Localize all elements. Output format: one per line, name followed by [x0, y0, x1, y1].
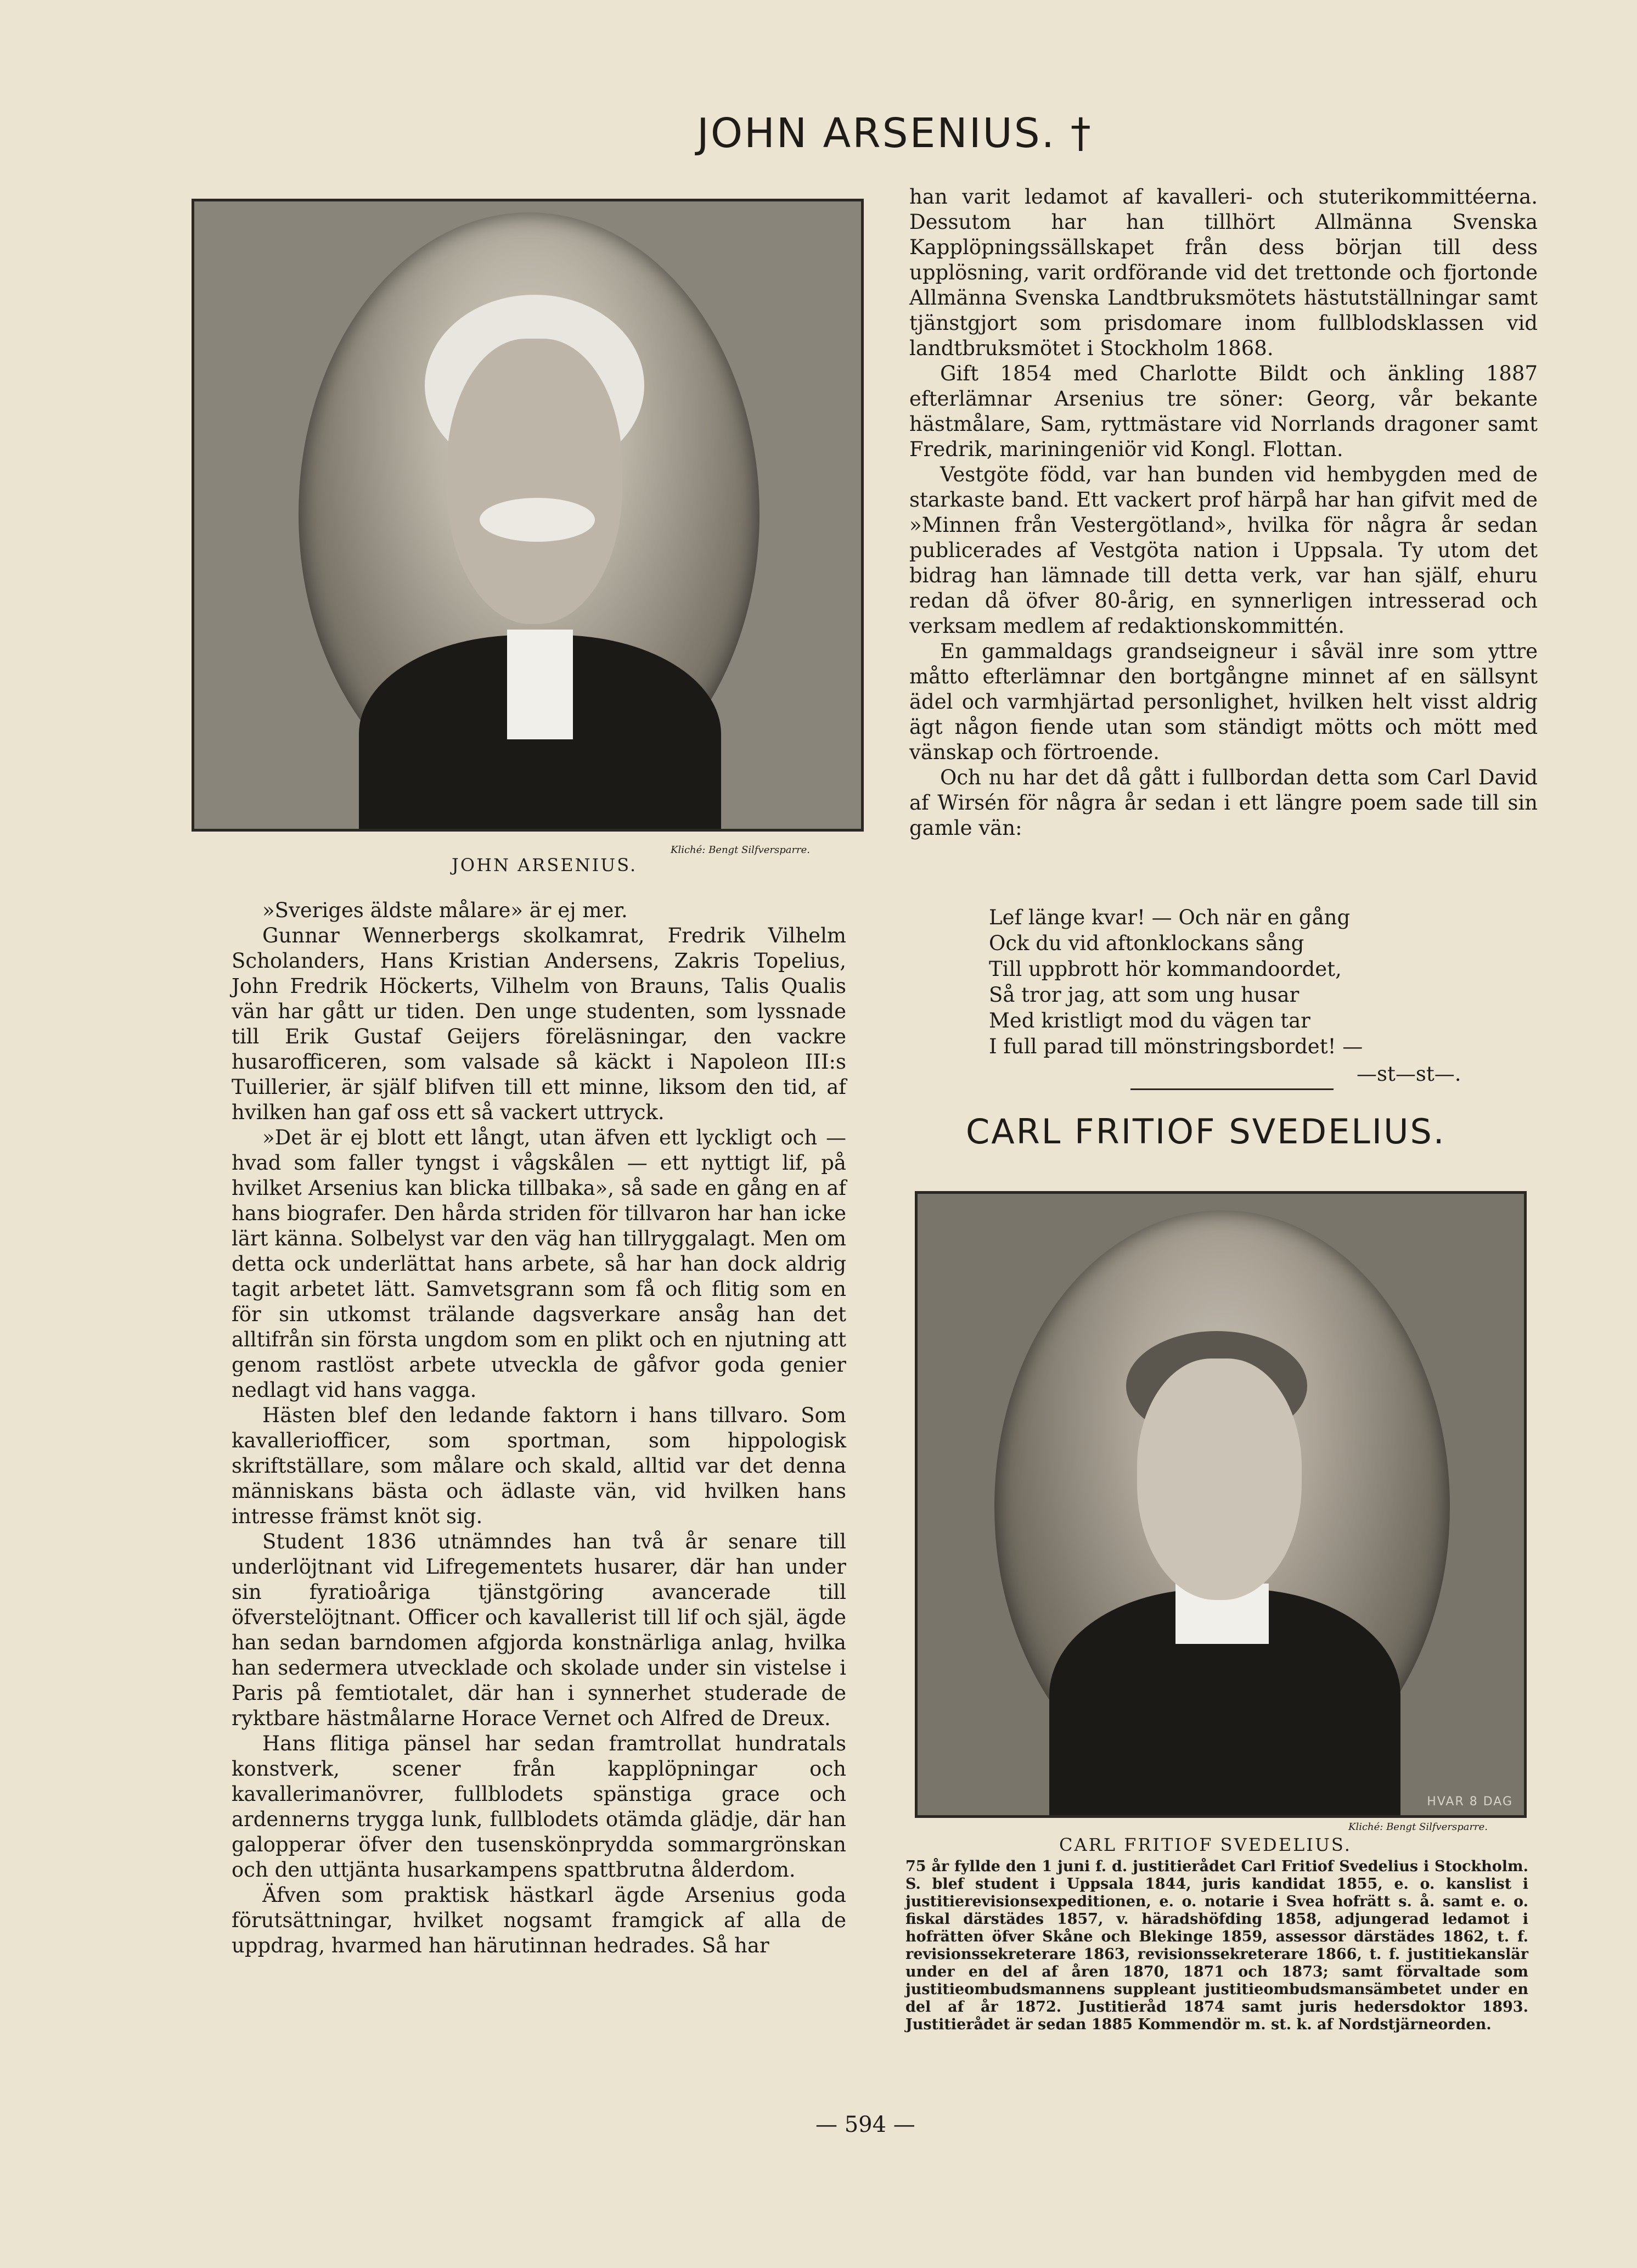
right-column: [909, 184, 1538, 841]
paragraph-4: Hästen blef den ledande faktorn i hans tillvaro. Som kavalleriofficer, som sportman, som hippologisk skriftställare, som målare och skald, alltid var det denna människans bästa och ädlaste vän, vid hvilken hans intresse främst knöt sig.: [232, 1404, 846, 1528]
poem-line: Till uppbrott hör kommandoordet,: [989, 957, 1342, 981]
poem-line: Så tror jag, att som ung husar: [989, 983, 1300, 1007]
section-divider: [1130, 1088, 1334, 1090]
paragraph-2: Gunnar Wennerbergs skolkamrat, Fredrik Vilhelm Scholanders, Hans Kristian Andersens, Zakris Topelius, John Fredrik Höckerts, Vilhelm von Brauns, Talis Qualis vän har gått ur tiden. Den unge studenten, som lyssnade till Erik Gustaf Geijers föreläsningar, den vackre husarofficeren, som valsade så käckt i Napoleon III:s Tuillerier, är själf blifven till ett minne, liksom den tid, af hvilken han gaf oss ett så vackert uttryck.: [232, 924, 846, 1124]
portrait-svedelius: [915, 1191, 1527, 1818]
paragraph-5: Student 1836 utnämndes han två år senare till underlöjtnant vid Lifregementets husarer, där han under sin fyratioåriga tjänstgöring avancerade till öfverstelöjtnant. Officer och kavallerist till lif och själ, ägde han sedan barndomen afgjorda konstnärliga anlag, hvilka han sedermera utvecklade och skolade under sin vistelse i Paris på femtiotalet, där han i synnerhet studerade de ryktbare hästmålarne Horace Vernet och Alfred de Dreux.: [232, 1530, 846, 1730]
portrait-face: [447, 339, 622, 624]
page-number: — 594 —: [815, 2112, 915, 2137]
right-paragraph-2: Gift 1854 med Charlotte Bildt och änkling 1887 efterlämnar Arsenius tre söner: Georg, vår bekante hästmålare, Sam, ryttmästare vid Norrlands dragoner samt Fredrik, mariningeniör vid Kongl. Flottan.: [909, 362, 1538, 461]
right-paragraph-5: Och nu har det då gått i fullbordan detta som Carl David af Wirsén för några år sedan i ett längre poem sade till sin gamle vän:: [909, 766, 1538, 840]
paragraph-7: Äfven som praktisk hästkarl ägde Arsenius goda förutsättningar, hvilket nogsamt framgick af alla de uppdrag, hvarmed han härutinnan hedrades. Så har: [232, 1883, 846, 1957]
poem-line: Med kristligt mod du vägen tar: [989, 1009, 1310, 1032]
page-title: JOHN ARSENIUS. †: [697, 110, 1093, 157]
paragraph-1: »Sveriges äldste målare» är ej mer.: [262, 899, 628, 922]
signature: —st—st—.: [1357, 1062, 1461, 1086]
portrait1-credit: Kliché: Bengt Silfversparre.: [671, 844, 811, 856]
poem-line: Lef länge kvar! — Och när en gång: [989, 906, 1351, 929]
portrait2-caption: CARL FRITIOF SVEDELIUS.: [1059, 1834, 1352, 1855]
paragraph-6: Hans flitiga pänsel har sedan framtrollat hundratals konstverk, scener från kapplöpningar och kavallerimanövrer, fullblodets spänstiga grace och ardennerns trygga lunk, fullblodets otämda glädje, där han galopperar öfver den tusenskönprydda sommargrönskan och den uttjänta husarkampens spattbrutna ålderdom.: [232, 1732, 846, 1882]
poem: [989, 905, 1363, 1059]
paragraph-3: »Det är ej blott ett långt, utan äfven ett lyckligt och — hvad som faller tyngst i vågskålen — ett nyttigt lif, på hvilket Arsenius kan blicka tillbaka», så sade en gång en af hans biografer. Den hårda striden för tillvaron har han icke lärt känna. Solbelyst var den väg han tillryggalagt. Men om detta ock underlättat hans arbete, så har han dock aldrig tagit arbetet lätt. Samvetsgrann som få och flitig som en för sin utkomst trälande dagsverkare ansåg han det alltifrån sin första ungdom som en plikt och en njutning att genom rastlöst arbete utveckla de gåfvor goda genier nedlagt vid hans vagga.: [232, 1126, 846, 1402]
right-paragraph-1: han varit ledamot af kavalleri- och stuterikommittéerna. Dessutom har han tillhört Allmänna Svenska Kapplöpningssällskapet från dess början till dess upplösning, varit ordförande vid det trettonde och fjortonde Allmänna Svenska Landtbruksmötets hästutställningar samt tjänstgjort som prisdomare inom fullblodsklassen vid landtbruksmötet i Stockholm 1868.: [909, 185, 1538, 360]
biography-text: 75 år fyllde den 1 juni f. d. justitierådet Carl Fritiof Svedelius i Stockholm. S. blef student i Uppsala 1844, juris kandidat 1855, e. o. kanslist i justitierevisionsexpeditionen, e. o. notarie i Svea hofrätt s. å. samt e. o. fiskal därstädes 1857, v. häradshöfding 1858, adjungerad ledamot i hofrätten öfver Skåne och Blekinge 1859, assessor därstädes 1862, t. f. revisionssekreterare 1863, revisionssekreterare 1866, t. f. justitiekanslär under en del af åren 1870, 1871 och 1873; samt förvaltade som justitieombudsmannens suppleant justitieombudsmansämbetet under en del af år 1872. Justitieråd 1874 samt juris hedersdoktor 1893. Justitierådet är sedan 1885 Kommendör m. st. k. af Nordstjärneorden.: [905, 1858, 1528, 2033]
section-title-svedelius: CARL FRITIOF SVEDELIUS.: [966, 1111, 1446, 1152]
poem-line: Ock du vid aftonklockans sång: [989, 931, 1304, 955]
portrait-john-arsenius: [192, 199, 864, 832]
poem-line: I full parad till mönstringsbordet! —: [989, 1035, 1363, 1058]
right-paragraph-4: En gammaldags grandseigneur i såväl inre som yttre måtto efterlämnar den bortgångne minnet af en sällsynt ädel och varmhjärtad personlighet, hvilken helt visst aldrig ägt någon fiende utan som ständigt mötts och mött med vänskap och förtroende.: [909, 639, 1538, 764]
photo-watermark: HVAR 8 DAG: [1427, 1795, 1513, 1809]
portrait1-caption: JOHN ARSENIUS.: [452, 855, 638, 875]
portrait-face: [1137, 1358, 1302, 1600]
portrait-mustache: [480, 498, 595, 542]
portrait2-credit: Kliché: Bengt Silfversparre.: [1348, 1821, 1488, 1833]
portrait-collar: [507, 630, 573, 739]
right-paragraph-3: Vestgöte född, var han bunden vid hembygden med de starkaste band. Ett vackert prof härpå har han gifvit med de »Minnen från Vestergötland», hvilka för några år sedan publicerades af Vestgöta nation i Uppsala. Ty utom det bidrag han lämnade till detta verk, var han själf, ehuru redan då öfver 80-årig, en synnerligen intresserad och verksam medlem af redaktionskommittén.: [909, 463, 1538, 638]
left-column: [232, 898, 846, 1958]
